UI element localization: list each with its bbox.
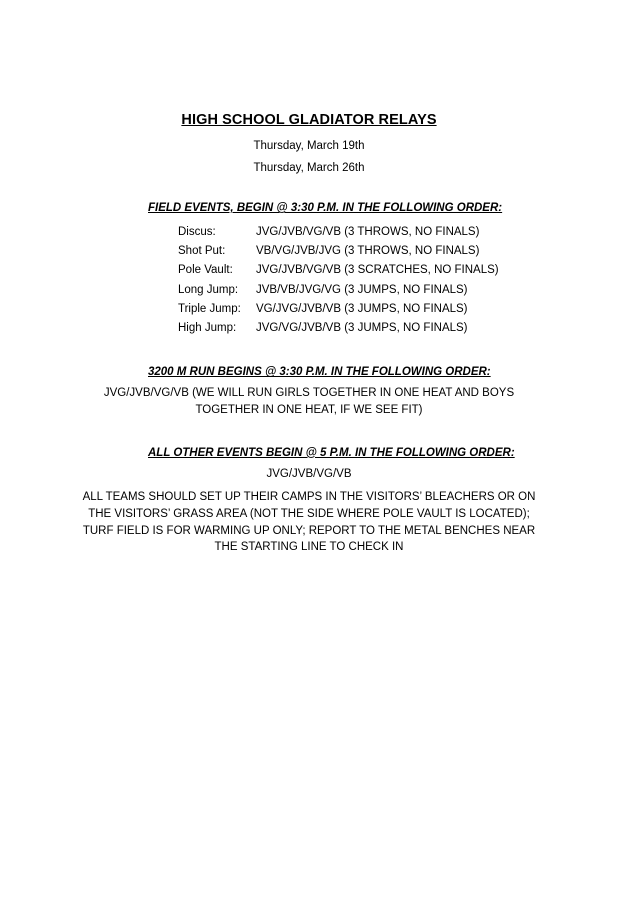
event-detail: JVG/VG/JVB/VB (3 JUMPS, NO FINALS) (256, 322, 468, 335)
event-detail: VG/JVG/JVB/VB (3 JUMPS, NO FINALS) (256, 303, 468, 315)
document-page (0, 112, 618, 912)
run-3200-heading: 3200 M RUN BEGINS @ 3:30 P.M. IN THE FOLLOWING ORDER: (148, 366, 491, 379)
table-row (178, 261, 499, 280)
table-row (178, 300, 499, 319)
table-row (178, 222, 499, 241)
event-name: High Jump: (178, 322, 237, 335)
event-detail: JVG/JVB/VG/VB (3 THROWS, NO FINALS) (256, 225, 480, 238)
field-events-heading: FIELD EVENTS, BEGIN @ 3:30 P.M. IN THE FOLLOWING ORDER: (148, 202, 503, 214)
event-date-1: Thursday, March 19th (253, 140, 365, 152)
other-events-notes: ALL TEAMS SHOULD SET UP THEIR CAMPS IN THE VISITORS’ BLEACHERS OR ON THE VISITORS’ GRASS AREA (NOT THE SIDE WHERE POLE VAULT IS LOCATED); TURF FIELD IS FOR WARMING UP ONLY; REPORT TO THE METAL BENCHES NEAR THE STARTING LINE TO CHECK IN (82, 491, 536, 554)
event-name: Shot Put: (178, 244, 226, 257)
table-row (178, 241, 499, 260)
other-events-order: JVG/JVB/VG/VB (266, 467, 352, 480)
event-name: Discus: (178, 225, 216, 238)
run-3200-body: JVG/JVB/VG/VB (WE WILL RUN GIRLS TOGETHER IN ONE HEAT AND BOYS TOGETHER IN ONE HEAT, IF WE SEE FIT) (103, 387, 515, 416)
other-events-heading: ALL OTHER EVENTS BEGIN @ 5 P.M. IN THE FOLLOWING ORDER: (148, 446, 515, 459)
field-events-table (178, 222, 499, 338)
event-name: Triple Jump: (178, 303, 241, 315)
event-date-2: Thursday, March 26th (253, 162, 365, 174)
event-name: Pole Vault: (178, 264, 233, 277)
page-title: HIGH SCHOOL GLADIATOR RELAYS (181, 112, 437, 128)
event-detail: JVB/VB/JVG/VG (3 JUMPS, NO FINALS) (256, 283, 468, 296)
table-row (178, 280, 499, 299)
event-detail: VB/VG/JVB/JVG (3 THROWS, NO FINALS) (256, 244, 480, 257)
event-name: Long Jump: (178, 283, 239, 296)
event-detail: JVG/JVB/VG/VB (3 SCRATCHES, NO FINALS) (256, 264, 499, 277)
table-row (178, 319, 499, 338)
